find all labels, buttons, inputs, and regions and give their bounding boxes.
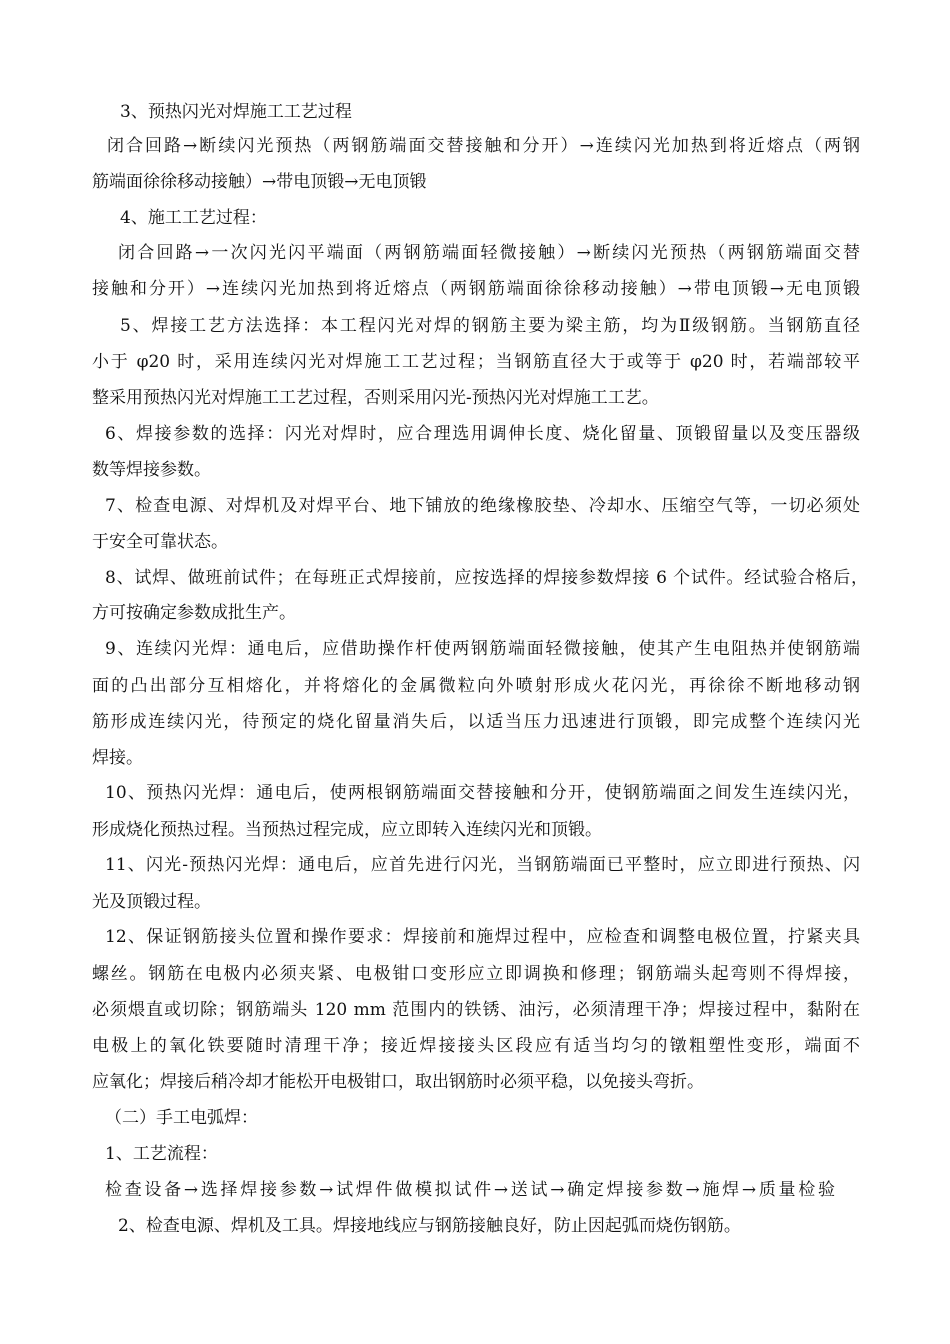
paragraph-line: 方可按确定参数成批生产。 <box>92 603 296 623</box>
heading-construction-process: 4、施工工艺过程： <box>120 208 267 228</box>
paragraph-line: 数等焊接参数。 <box>92 460 211 480</box>
heading-preheat-flash-welding: 3、预热闪光对焊施工工艺过程 <box>120 102 352 122</box>
paragraph-line: 8、试焊、做班前试件；在每班正式焊接前，应按选择的焊接参数焊接 6 个试件。经试验合格后， <box>105 568 868 588</box>
section-heading-manual-arc-welding: （二）手工电弧焊： <box>105 1108 258 1128</box>
process-flow-line: 检查设备→选择焊接参数→试焊件做模拟试件→送试→确定焊接参数→施焊→质量检验 <box>105 1180 835 1200</box>
paragraph-line: 12、保证钢筋接头位置和操作要求：焊接前和施焊过程中，应检查和调整电极位置，拧紧夹具 <box>105 927 860 947</box>
heading-process-flow: 1、工艺流程： <box>105 1144 218 1164</box>
paragraph-line: 于安全可靠状态。 <box>92 532 228 552</box>
paragraph-line: 5、焊接工艺方法选择：本工程闪光对焊的钢筋主要为梁主筋，均为Ⅱ级钢筋。当钢筋直径 <box>120 316 860 336</box>
paragraph-line: 7、检查电源、对焊机及对焊平台、地下铺放的绝缘橡胶垫、冷却水、压缩空气等，一切必须处 <box>105 496 860 516</box>
paragraph-line: 螺丝。钢筋在电极内必须夹紧、电极钳口变形应立即调换和修理；钢筋端头起弯则不得焊接， <box>92 964 860 984</box>
paragraph-line: 闭合回路→断续闪光预热（两钢筋端面交替接触和分开）→连续闪光加热到将近熔点（两钢 <box>107 136 860 156</box>
paragraph-line: 11、闪光-预热闪光焊：通电后，应首先进行闪光，当钢筋端面已平整时，应立即进行预热、闪 <box>105 855 860 875</box>
paragraph-line: 接触和分开）→连续闪光加热到将近熔点（两钢筋端面徐徐移动接触）→带电顶锻→无电顶锻 <box>92 279 860 299</box>
paragraph-line: 必须煨直或切除；钢筋端头 120 mm 范围内的铁锈、油污，必须清理干净；焊接过程中，黏附在 <box>92 1000 860 1020</box>
paragraph-line: 形成烧化预热过程。当预热过程完成，应立即转入连续闪光和顶锻。 <box>92 820 602 840</box>
paragraph-line: 面的凸出部分互相熔化，并将熔化的金属微粒向外喷射形成火花闪光，再徐徐不断地移动钢 <box>92 676 860 696</box>
paragraph-line: 筋端面徐徐移动接触）→带电顶锻→无电顶锻 <box>92 172 427 192</box>
paragraph-line: 电极上的氧化铁要随时清理干净；接近焊接接头区段应有适当均匀的镦粗塑性变形，端面不 <box>92 1036 860 1056</box>
paragraph-line: 闭合回路→一次闪光闪平端面（两钢筋端面轻微接触）→断续闪光预热（两钢筋端面交替 <box>118 243 860 263</box>
paragraph-line: 焊接。 <box>92 748 143 768</box>
paragraph-line: 6、焊接参数的选择：闪光对焊时，应合理选用调伸长度、烧化留量、顶锻留量以及变压器级 <box>105 424 860 444</box>
paragraph-line: 10、预热闪光焊：通电后，使两根钢筋端面交替接触和分开，使钢筋端面之间发生连续闪光， <box>105 783 860 803</box>
paragraph-line: 筋形成连续闪光，待预定的烧化留量消失后，以适当压力迅速进行顶锻，即完成整个连续闪光 <box>92 712 860 732</box>
paragraph-line: 小于 φ20 时，采用连续闪光对焊施工工艺过程；当钢筋直径大于或等于 φ20 时，若端部较平 <box>92 352 860 372</box>
paragraph-line: 光及顶锻过程。 <box>92 892 211 912</box>
paragraph-line: 2、检查电源、焊机及工具。焊接地线应与钢筋接触良好，防止因起弧而烧伤钢筋。 <box>118 1216 741 1236</box>
paragraph-line: 应氧化；焊接后稍冷却才能松开电极钳口，取出钢筋时必须平稳，以免接头弯折。 <box>92 1072 704 1092</box>
paragraph-line: 9、连续闪光焊：通电后，应借助操作杆使两钢筋端面轻微接触，使其产生电阻热并使钢筋端 <box>105 639 860 659</box>
paragraph-line: 整采用预热闪光对焊施工工艺过程，否则采用闪光-预热闪光对焊施工工艺。 <box>92 388 659 408</box>
